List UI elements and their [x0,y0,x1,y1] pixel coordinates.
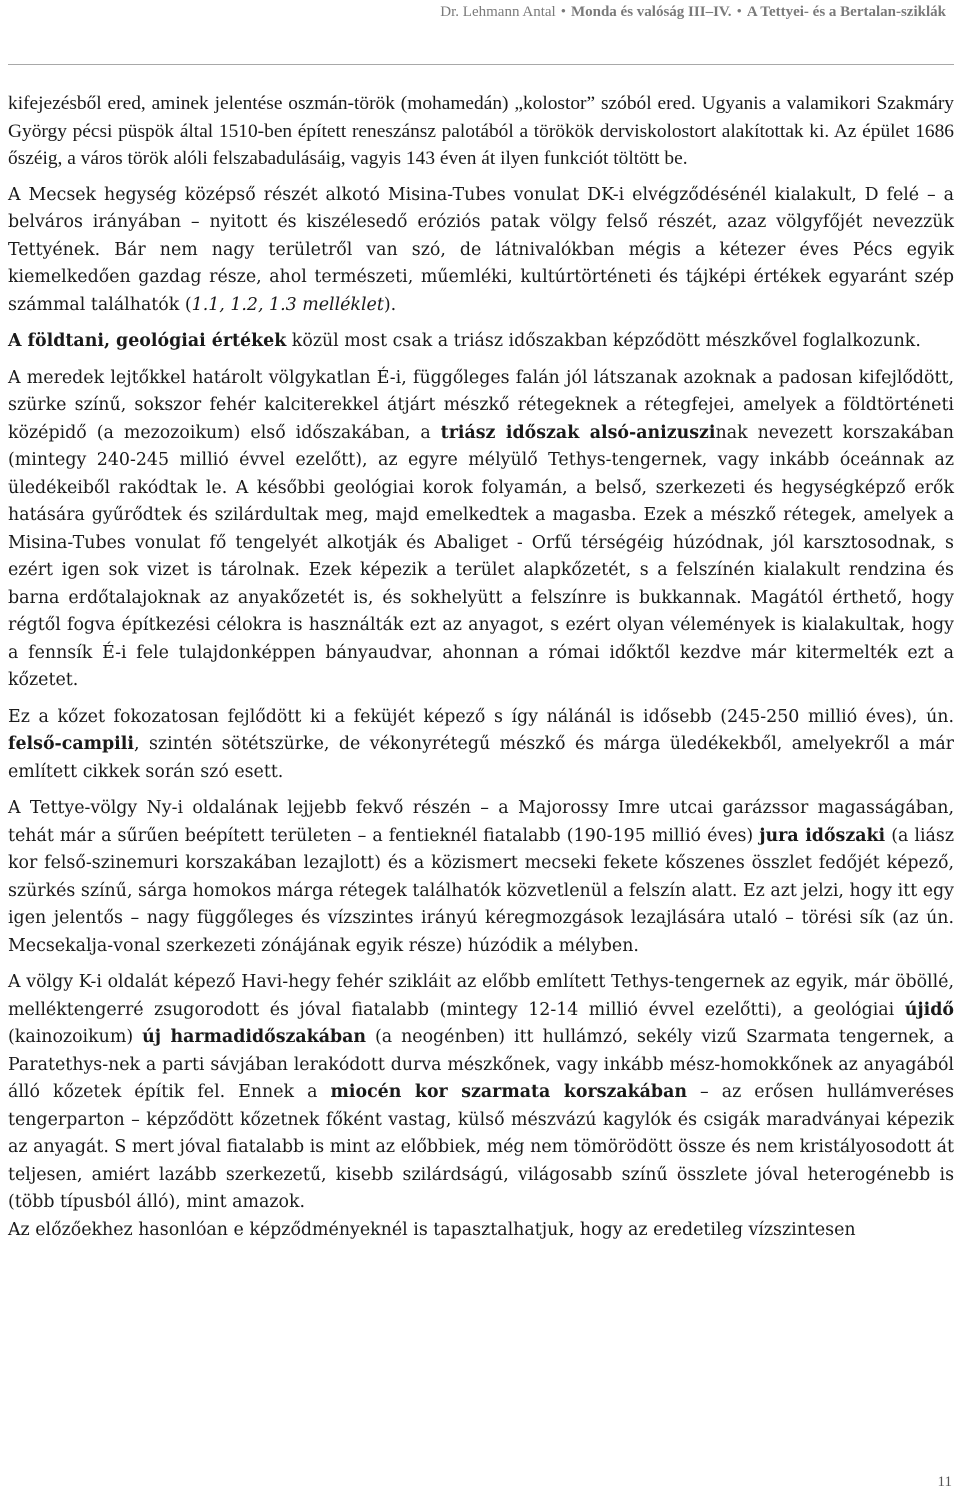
bold-term: A földtani, geológiai értékek [8,331,287,351]
bold-term: új harmadidőszakában [142,1027,367,1047]
paragraph [8,182,954,320]
bold-term: miocén kor szarmata korszakában [330,1082,687,1102]
paragraph [8,795,954,960]
text-run: kifejezésből ered, aminek jelentése oszmán-török (mohamedán) „kolostor” szóból ered. Ugyanis a valamikori Szakmáry György pécsi püspök által 1510-ben épített reneszánsz palotából a törökök derviskolostort alakítottak ki. Az épület 1686 őszéig, a város török alóli felszabadulásáig, vagyis 143 éven át ilyen funkciót töltött be. [8,93,954,169]
header-author: Dr. Lehmann Antal [440,4,556,20]
text-run: A Tettye-völgy Ny-i oldalának lejjebb fekvő részén – a Majorossy Imre utcai garázssor magasságában, tehát már a sűrűen beépített területen – a fentieknél fiatalabb (190-195 millió éves) [8,798,954,846]
paragraph [8,365,954,695]
text-run: (a liász kor felső-szinemuri korszakában lezajlott) és a közismert mecseki fekete kőszenes összlet fedőjét képező, szürkés színű, sárga homokos márga rétegek találhatók közvetlenül a felszín alatt. Ez azt jelzi, hogy itt egy igen jelentős – nagy függőleges és vízszintes irányú kéregmozgások lezajlására utaló – törési sík (az ún. Mecsekalja-vonal szerkezeti zónájának egyik része) húzódik a mélyben. [8,825,954,956]
text-run: (a neogénben) itt hullámzó, sekély vizű Szarmata tengernek, a Paratethys-nek a parti sávjában lerakódott durva mészkőnek, vagy inkább mész-homokkőnek az anyagából álló kőzetek építik fel. Ennek a [8,1027,954,1102]
paragraph [8,328,954,356]
text-run: A meredek lejtőkkel határolt völgykatlan É-i, függőleges falán jól látszanak azoknak a padosan kifejlődött, szürke színű, sokszor fehér kalciterekkel átjárt mészkő rétegeknek a rétegfejei, amelyek a földtörténeti középidő (a mezozoikum) első időszakában, a [8,367,954,443]
bold-term: újidő [904,999,954,1020]
header-bullet: • [560,4,566,20]
paragraph [8,90,954,173]
header-chapter: A Tettyei- és a Bertalan-sziklák [746,4,946,20]
text-run: – az erősen hullámveréses tengerparton – képződött kőzetnek főként vastag, külső mészvázú kagylók és csigák maradványai képezik az anyagát. S mert jóval fiatalabb is mint az előbbiek, még nem tömörödött össze és nem kristályosodott át teljesen, amiért lazább szerkezetű, kisebb szilárdságú, világosabb színű összlete jóval heterogénebb is (több típusból álló), mint amazok. [8,1082,954,1212]
text-run: , szintén sötétszürke, de vékonyrétegű mészkő és márga üledékekből, amelyekről a már említett cikkek során szó esett. [8,734,954,782]
text-run: ). [383,294,397,315]
paragraph [8,1217,954,1245]
header-series: Monda és valóság III–IV. [570,4,732,20]
header-bullet: • [736,4,742,20]
italic-reference: 1.1, 1.2, 1.3 melléklet [191,294,384,315]
header-divider [8,64,954,65]
page-number: 11 [937,1474,952,1490]
bold-term: triász időszak alsó-anizuszi [440,422,716,443]
text-run: nak nevezett korszakában (mintegy 240-245 millió évvel ezelőtt), az egyre mélyülő Tethys-tengernek, vagy inkább óceánnak az üledékeiből rakódtak le. A későbbi geológiai korok folyamán, a belső, szerkezeti és hegységképző erők hatására gyűrődtek és szilárdultak meg, majd emelkedtek a magasba. Ezek a mészkő rétegek, amelyek a Misina-Tubes vonulat fő tengelyét alkotják és Abaliget - Orfű térségéig húzódnak, jól karsztosodnak, s ezért igen sok vizet is tárolnak. Ezek képezik a terület alapkőzetét, s a felszínén kialakult rendzina és barna erdőtalajoknak az anyakőzetét is, és sokhelyütt a felszínre is bukkannak. Magától érthető, hogy régtől fogva építkezési célokra is használták ezt az anyagot, s ezért olyan vélemények is kialakultak, hogy a fennsík É-i fele tulajdonképpen bányaudvar, ahonnan a római időktől kezdve már kitermelték ezt a kőzetet. [8,422,954,690]
text-run: (kainozoikum) [8,1027,143,1047]
bold-term: felső-campili [8,734,134,754]
text-run: Az előzőekhez hasonlóan e képződményeknél is tapasztalhatjuk, hogy az eredetileg vízszintesen [8,1219,856,1240]
text-run: A Mecsek hegység középső részét alkotó Misina-Tubes vonulat DK-i elvégződésénél kialakult, D felé – a belváros irányában – nyitott és kiszélesedő eróziós patak völgy felső részét, azaz völgyfőjét nevezzük Tettyének. Bár nem nagy területről van szó, de látnivalókban mégis a kétezer éves Pécs egyik kiemelkedően gazdag része, ahol természeti, műemléki, kultúrtörténeti és tájképi értékek egyaránt szép számmal találhatók ( [8,184,954,315]
paragraph [8,704,954,787]
text-run: közül most csak a triász időszakban képződött mészkővel foglalkozunk. [286,331,921,351]
bold-term: jura időszaki [759,825,886,846]
running-header [440,0,946,24]
text-run: Ez a kőzet fokozatosan fejlődött ki a feküjét képező s így nálánál is idősebb (245-250 millió éves), ún. [8,706,954,727]
text-run: A völgy K-i oldalát képező Havi-hegy fehér szikláit az előbb említett Tethys-tengernek az egyik, már öböllé, melléktengerré zsugorodott és jóval fiatalabb (mintegy 12-14 millió évvel ezelőtti), a geológiai [8,972,954,1020]
body-text [8,90,954,1244]
paragraph [8,969,954,1217]
